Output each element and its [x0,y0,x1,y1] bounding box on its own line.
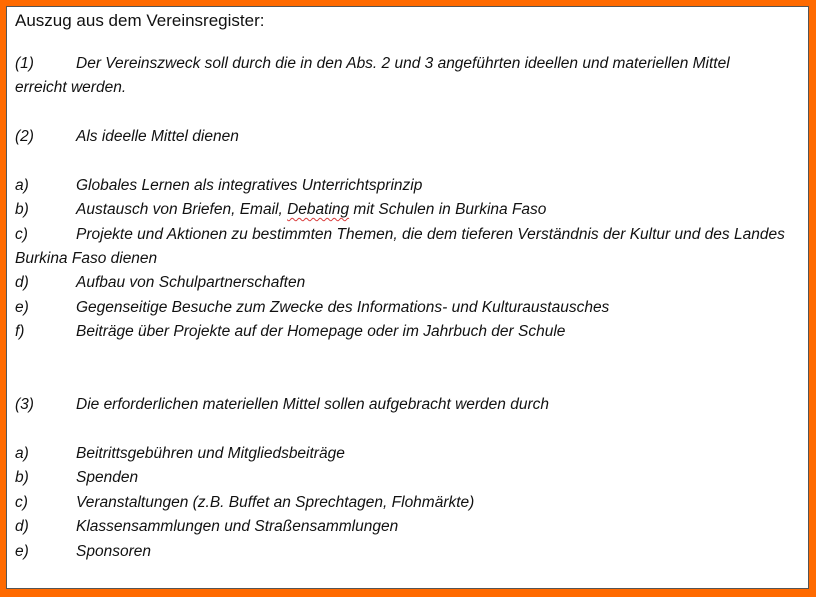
list-item [15,322,565,342]
list-item-label: e) [15,299,29,316]
list-item-text-pre: Austausch von Briefen, Email, [76,201,288,218]
list-item-label: d) [15,274,29,291]
list-item-label: a) [15,445,29,462]
list-item [15,493,474,513]
list-item [15,225,785,245]
list-item-text: Klassensammlungen und Straßensammlungen [76,518,399,535]
list-item [15,517,398,537]
list-item [15,444,345,464]
document-page [6,6,809,589]
list-item [15,176,422,196]
list-item-text: Spenden [76,469,139,486]
list-item-label: c) [15,494,28,511]
list-item-text: Sponsoren [76,543,151,560]
list-item [15,200,546,220]
document-title: Auszug aus dem Vereinsregister: [15,11,265,30]
list-item-label: c) [15,226,28,243]
paragraph-2-label: (2) [15,128,34,145]
list-item-text: Aufbau von Schulpartnerschaften [76,274,306,291]
paragraph-2-text: Als ideelle Mittel dienen [76,128,239,145]
list-item [15,542,151,562]
list-item-label: e) [15,543,29,560]
paragraph-3-text: Die erforderlichen materiellen Mittel sollen aufgebracht werden durch [76,396,549,413]
spellcheck-flagged-word: Debating [287,201,350,218]
paragraph-2-heading [15,127,239,147]
list-item-text: Globales Lernen als integratives Unterrichtsprinzip [76,177,423,194]
list-item-continuation: Burkina Faso dienen [15,250,158,267]
list-item [15,468,138,488]
paragraph-3-label: (3) [15,396,34,413]
list-item [15,298,609,318]
list-item-label: b) [15,469,29,486]
list-item-label: d) [15,518,29,535]
paragraph-1-text: Der Vereinszweck soll durch die in den Abs. 2 und 3 angeführten ideellen und materiellen Mittel [76,55,730,72]
paragraph-3-heading [15,395,549,415]
list-item-text: Gegenseitige Besuche zum Zwecke des Informations- und Kulturaustausches [76,299,610,316]
list-item [15,273,305,293]
list-item-text: Beitrittsgebühren und Mitgliedsbeiträge [76,445,345,462]
list-item-label: b) [15,201,29,218]
paragraph-1-line-2: erreicht werden. [15,79,127,96]
list-item-label: f) [15,323,25,340]
list-item-text: Beiträge über Projekte auf der Homepage oder im Jahrbuch der Schule [76,323,566,340]
paragraph-1-line-1 [15,54,730,74]
list-item-text: Projekte und Aktionen zu bestimmten Themen, die dem tieferen Verständnis der Kultur und des Landes [76,226,785,243]
paragraph-1-label: (1) [15,55,34,72]
list-item-text: Veranstaltungen (z.B. Buffet an Sprechtagen, Flohmärkte) [76,494,475,511]
list-item-text-post: mit Schulen in Burkina Faso [349,201,547,218]
list-item-label: a) [15,177,29,194]
